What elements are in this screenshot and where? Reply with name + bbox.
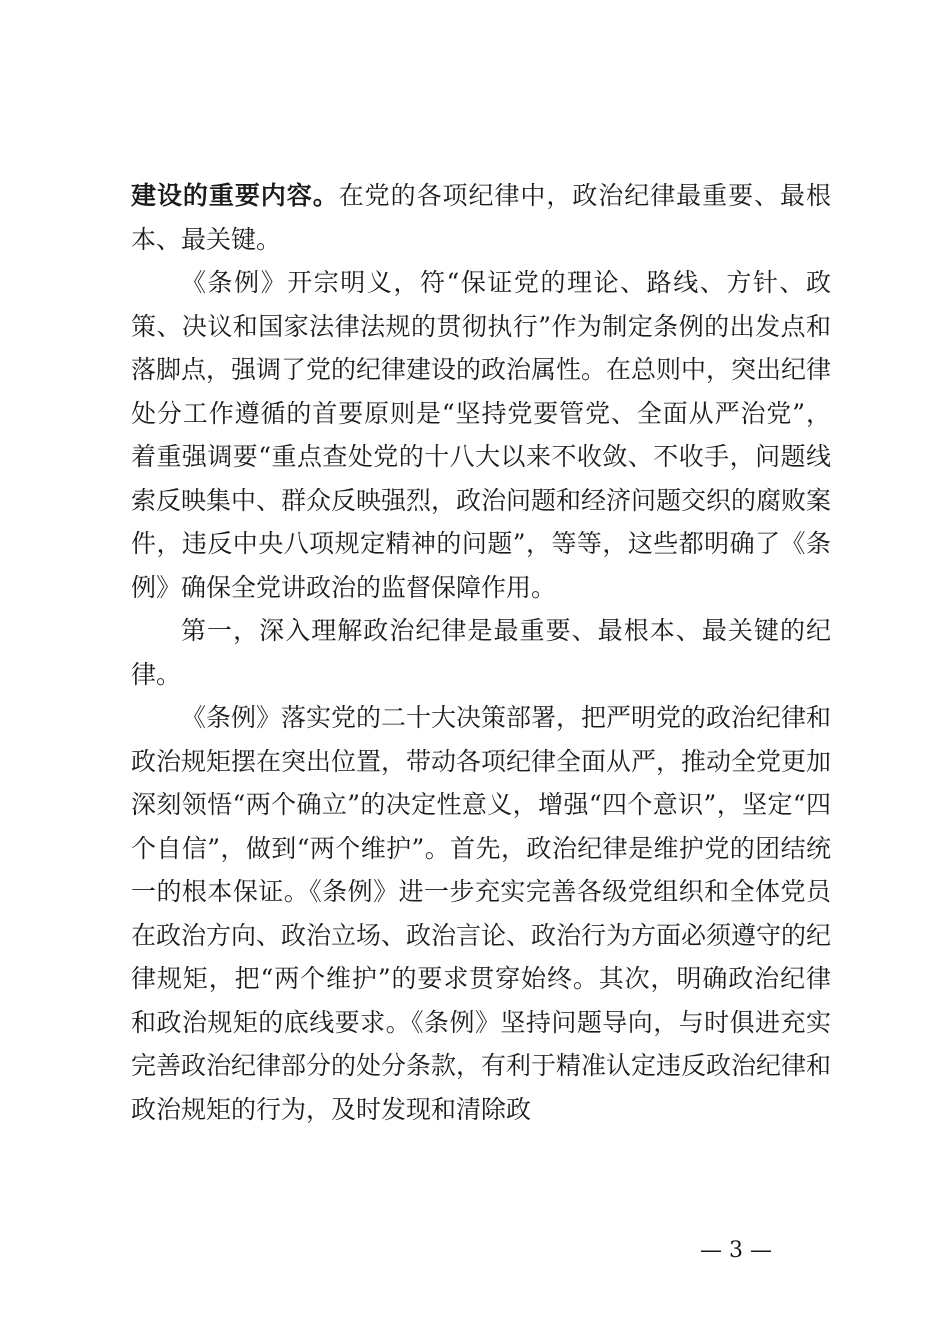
paragraph-1-text: 在党的各项纪律中，政治纪律最重要、最根本、最关键。 xyxy=(131,181,831,254)
page-number: — 3 — xyxy=(700,1238,772,1263)
paragraph-3-heading: 第一，深入理解政治纪律是最重要、最根本、最关键的纪律。 xyxy=(131,616,831,689)
document-body xyxy=(131,174,831,1131)
paragraph-4: 《条例》落实党的二十大决策部署，把严明党的政治纪律和政治规矩摆在突出位置，带动各项纪律全面从严，推动全党更加深刻领悟“两个确立”的决定性意义，增强“四个意识”，坚定“四个自信”，做到“两个维护”。首先，政治纪律是维护党的团结统一的根本保证。《条例》进一步充实完善各级党组织和全体党员在政治方向、政治立场、政治言论、政治行为方面必须遵守的纪律规矩，把“两个维护”的要求贯穿始终。其次，明确政治纪律和政治规矩的底线要求。《条例》坚持问题导向，与时俱进充实完善政治纪律部分的处分条款，有利于精准认定违反政治纪律和政治规矩的行为，及时发现和清除政 xyxy=(131,703,832,1124)
paragraph-2: 《条例》开宗明义，符“保证党的理论、路线、方针、政策、决议和国家法律法规的贯彻执行”作为制定条例的出发点和落脚点，强调了党的纪律建设的政治属性。在总则中，突出纪律处分工作遵循的首要原则是“坚持党要管党、全面从严治党”，着重强调要“重点查处党的十八大以来不收敛、不收手，问题线索反映集中、群众反映强烈，政治问题和经济问题交织的腐败案件，违反中央八项规定精神的问题”，等等，这些都明确了《条例》确保全党讲政治的监督保障作用。 xyxy=(131,268,832,602)
paragraph-1 xyxy=(131,174,831,261)
bold-lead-text: 建设的重要内容。 xyxy=(131,181,339,210)
